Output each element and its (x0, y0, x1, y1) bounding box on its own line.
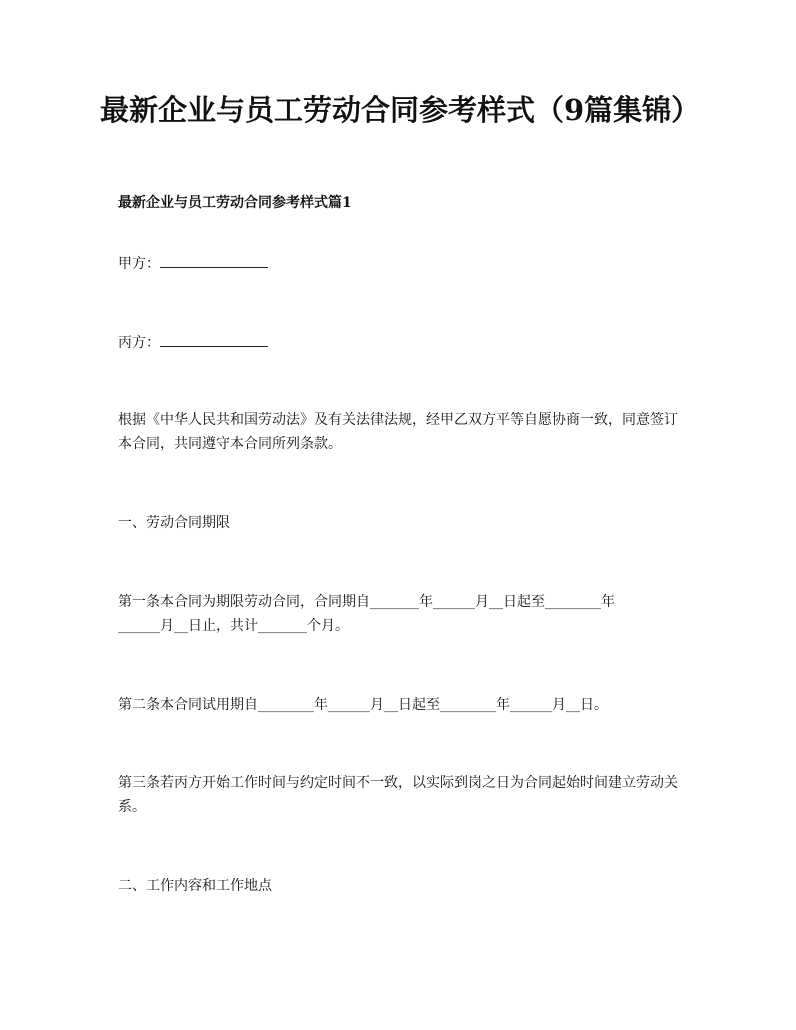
document-title: 最新企业与员工劳动合同参考样式（9篇集锦） (100, 93, 701, 127)
party-c-blank (160, 332, 268, 347)
preamble-paragraph: 根据《中华人民共和国劳动法》及有关法律法规，经甲乙双方平等自愿协商一致，同意签订本合同，共同遵守本合同所列条款。 (118, 412, 678, 452)
party-a-blank (160, 253, 268, 268)
heading-contract-term: 一、劳动合同期限 (118, 515, 230, 531)
article-3-paragraph: 第三条若丙方开始工作时间与约定时间不一致，以实际到岗之日为合同起始时间建立劳动关系。 (118, 775, 678, 815)
party-c-label: 丙方： (118, 335, 160, 351)
article-2-paragraph: 第二条本合同试用期自________年______月__日起至________年______月__日。 (118, 697, 608, 713)
party-c-line (118, 331, 680, 355)
party-a-line (118, 252, 680, 276)
heading-work-content: 二、工作内容和工作地点 (118, 878, 272, 894)
party-a-label: 甲方： (118, 256, 160, 272)
article-1-line-1: 第一条本合同为期限劳动合同，合同期自_______年______月__日起至________年 (118, 594, 615, 610)
section-title: 最新企业与员工劳动合同参考样式篇1 (118, 195, 352, 211)
article-1-line-2: ______月__日止，共计_______个月。 (118, 618, 349, 634)
